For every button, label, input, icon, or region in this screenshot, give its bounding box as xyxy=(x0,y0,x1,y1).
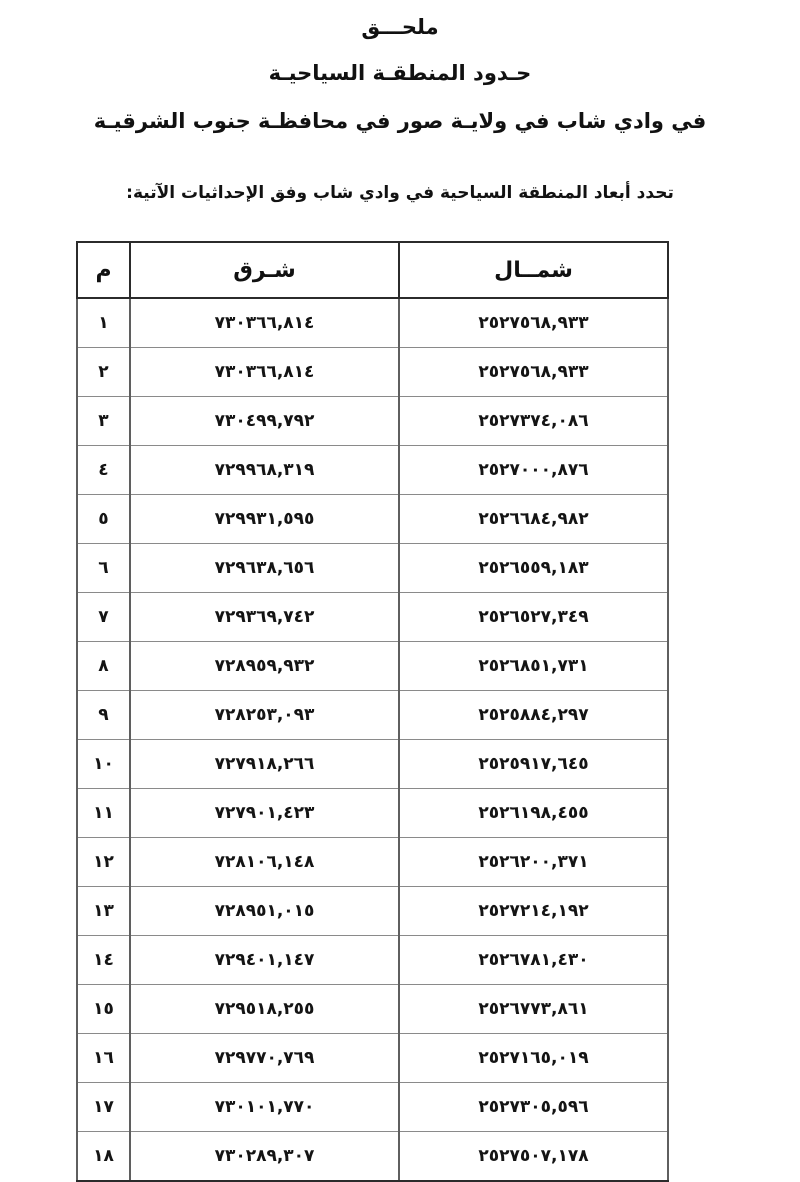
cell-index xyxy=(77,642,130,691)
cell-index xyxy=(77,985,130,1034)
cell-north xyxy=(399,1083,668,1132)
cell-index xyxy=(77,691,130,740)
north-value: ٢٥٢٦٧٧٣,٨٦١ xyxy=(478,999,589,1019)
index-value: ١٦ xyxy=(93,1048,114,1068)
table-row xyxy=(77,1083,668,1132)
east-value: ٧٢٨٩٥١,٠١٥ xyxy=(214,901,315,921)
cell-index xyxy=(77,1083,130,1132)
east-value: ٧٣٠٣٦٦,٨١٤ xyxy=(214,362,315,382)
index-value: ٢ xyxy=(98,362,109,382)
cell-index xyxy=(77,593,130,642)
table-row xyxy=(77,789,668,838)
east-value: ٧٢٨٩٥٩,٩٣٢ xyxy=(214,656,315,676)
cell-north xyxy=(399,593,668,642)
cell-north xyxy=(399,495,668,544)
east-value: ٧٣٠٣٦٦,٨١٤ xyxy=(214,313,315,333)
east-value: ٧٢٩٥١٨,٢٥٥ xyxy=(214,999,315,1019)
cell-north xyxy=(399,642,668,691)
cell-east xyxy=(130,642,399,691)
cell-index xyxy=(77,838,130,887)
index-value: ١٢ xyxy=(93,852,114,872)
cell-east xyxy=(130,936,399,985)
cell-index xyxy=(77,1132,130,1182)
north-value: ٢٥٢٧٥٠٧,١٧٨ xyxy=(478,1146,589,1166)
cell-index xyxy=(77,397,130,446)
cell-east xyxy=(130,691,399,740)
index-value: ١ xyxy=(98,313,109,333)
table-row xyxy=(77,838,668,887)
cell-east xyxy=(130,1132,399,1182)
index-value: ١٠ xyxy=(93,754,114,774)
east-value: ٧٢٩٧٧٠,٧٦٩ xyxy=(214,1048,315,1068)
cell-index xyxy=(77,740,130,789)
table-row xyxy=(77,985,668,1034)
table-row xyxy=(77,887,668,936)
table-row xyxy=(77,936,668,985)
cell-index xyxy=(77,446,130,495)
cell-east xyxy=(130,446,399,495)
index-value: ١١ xyxy=(93,803,114,823)
cell-east xyxy=(130,838,399,887)
north-value: ٢٥٢٧٠٠٠,٨٧٦ xyxy=(478,460,589,480)
coordinates-table-container xyxy=(78,241,669,1182)
north-value: ٢٥٢٥٩١٧,٦٤٥ xyxy=(478,754,589,774)
cell-north xyxy=(399,838,668,887)
east-value: ٧٣٠١٠١,٧٧٠ xyxy=(214,1097,315,1117)
cell-index xyxy=(77,887,130,936)
cell-north xyxy=(399,544,668,593)
table-row xyxy=(77,1034,668,1083)
subtitle-primary: حـدود المنطقـة السياحيـة xyxy=(268,61,532,85)
cell-index xyxy=(77,789,130,838)
index-value: ٧ xyxy=(98,607,109,627)
column-header-index: م xyxy=(77,242,130,298)
cell-north xyxy=(399,1034,668,1083)
table-row xyxy=(77,397,668,446)
cell-index xyxy=(77,348,130,397)
cell-north xyxy=(399,691,668,740)
index-value: ١٤ xyxy=(93,950,114,970)
east-value: ٧٢٧٩٠١,٤٢٣ xyxy=(214,803,315,823)
east-value: ٧٣٠٤٩٩,٧٩٢ xyxy=(214,411,315,431)
cell-north xyxy=(399,740,668,789)
east-value: ٧٢٨٢٥٣,٠٩٣ xyxy=(214,705,315,725)
index-value: ٤ xyxy=(98,460,109,480)
table-header xyxy=(77,242,668,298)
table-header-row xyxy=(77,242,668,298)
cell-east xyxy=(130,544,399,593)
north-value: ٢٥٢٦٧٨١,٤٣٠ xyxy=(478,950,589,970)
cell-east xyxy=(130,887,399,936)
intro-paragraph: تحدد أبعاد المنطقة السياحية في وادي شاب وفق الإحداثيات الآتية: xyxy=(126,183,674,203)
table-row xyxy=(77,544,668,593)
cell-north xyxy=(399,397,668,446)
east-value: ٧٣٠٢٨٩,٣٠٧ xyxy=(214,1146,315,1166)
north-value: ٢٥٢٦١٩٨,٤٥٥ xyxy=(478,803,589,823)
east-value: ٧٢٩٤٠١,١٤٧ xyxy=(214,950,315,970)
cell-north xyxy=(399,887,668,936)
table-row xyxy=(77,298,668,348)
index-value: ٦ xyxy=(98,558,109,578)
table-row xyxy=(77,642,668,691)
index-value: ٣ xyxy=(98,411,109,431)
east-value: ٧٢٩٩٦٨,٣١٩ xyxy=(214,460,315,480)
north-value: ٢٥٢٧٣٠٥,٥٩٦ xyxy=(478,1097,589,1117)
north-value: ٢٥٢٦٥٥٩,١٨٣ xyxy=(478,558,589,578)
index-value: ٨ xyxy=(98,656,109,676)
north-value: ٢٥٢٧٢١٤,١٩٢ xyxy=(478,901,589,921)
table-row xyxy=(77,348,668,397)
north-value: ٢٥٢٧٥٦٨,٩٣٣ xyxy=(478,313,589,333)
cell-index xyxy=(77,936,130,985)
cell-east xyxy=(130,348,399,397)
east-value: ٧٢٩٩٣١,٥٩٥ xyxy=(214,509,315,529)
east-value: ٧٢٩٣٦٩,٧٤٢ xyxy=(214,607,315,627)
index-value: ٥ xyxy=(98,509,109,529)
column-header-east: شـرق xyxy=(130,242,399,298)
table-row xyxy=(77,1132,668,1182)
cell-north xyxy=(399,348,668,397)
cell-index xyxy=(77,1034,130,1083)
cell-north xyxy=(399,936,668,985)
cell-north xyxy=(399,1132,668,1182)
cell-north xyxy=(399,985,668,1034)
cell-index xyxy=(77,495,130,544)
title-block xyxy=(0,0,800,136)
east-value: ٧٢٩٦٣٨,٦٥٦ xyxy=(214,558,315,578)
table-row xyxy=(77,740,668,789)
index-value: ١٧ xyxy=(93,1097,114,1117)
cell-north xyxy=(399,789,668,838)
north-value: ٢٥٢٦٥٢٧,٣٤٩ xyxy=(478,607,589,627)
coordinates-table xyxy=(76,241,669,1182)
table-row xyxy=(77,495,668,544)
subtitle-secondary: في وادي شاب في ولايـة صور في محافظـة جنوب الشرقيـة xyxy=(93,109,707,133)
east-value: ٧٢٨١٠٦,١٤٨ xyxy=(214,852,315,872)
cell-east xyxy=(130,495,399,544)
table-row xyxy=(77,446,668,495)
cell-east xyxy=(130,593,399,642)
index-value: ١٨ xyxy=(93,1146,114,1166)
table-row xyxy=(77,691,668,740)
north-value: ٢٥٢٦٨٥١,٧٣١ xyxy=(478,656,589,676)
cell-east xyxy=(130,397,399,446)
north-value: ٢٥٢٧٥٦٨,٩٣٣ xyxy=(478,362,589,382)
cell-east xyxy=(130,985,399,1034)
index-value: ٩ xyxy=(98,705,109,725)
cell-east xyxy=(130,740,399,789)
cell-east xyxy=(130,1083,399,1132)
cell-north xyxy=(399,298,668,348)
east-value: ٧٢٧٩١٨,٢٦٦ xyxy=(214,754,315,774)
column-header-north: شمــال xyxy=(399,242,668,298)
north-value: ٢٥٢٥٨٨٤,٢٩٧ xyxy=(478,705,589,725)
cell-north xyxy=(399,446,668,495)
index-value: ١٥ xyxy=(93,999,114,1019)
cell-east xyxy=(130,789,399,838)
cell-index xyxy=(77,544,130,593)
cell-east xyxy=(130,298,399,348)
north-value: ٢٥٢٧١٦٥,٠١٩ xyxy=(478,1048,589,1068)
table-row xyxy=(77,593,668,642)
cell-index xyxy=(77,298,130,348)
north-value: ٢٥٢٦٦٨٤,٩٨٢ xyxy=(478,509,589,529)
table-body xyxy=(77,298,668,1181)
index-value: ١٣ xyxy=(93,901,114,921)
north-value: ٢٥٢٦٢٠٠,٣٧١ xyxy=(478,852,589,872)
north-value: ٢٥٢٧٣٧٤,٠٨٦ xyxy=(478,411,589,431)
cell-east xyxy=(130,1034,399,1083)
page-title: ملحـــق xyxy=(361,15,439,39)
